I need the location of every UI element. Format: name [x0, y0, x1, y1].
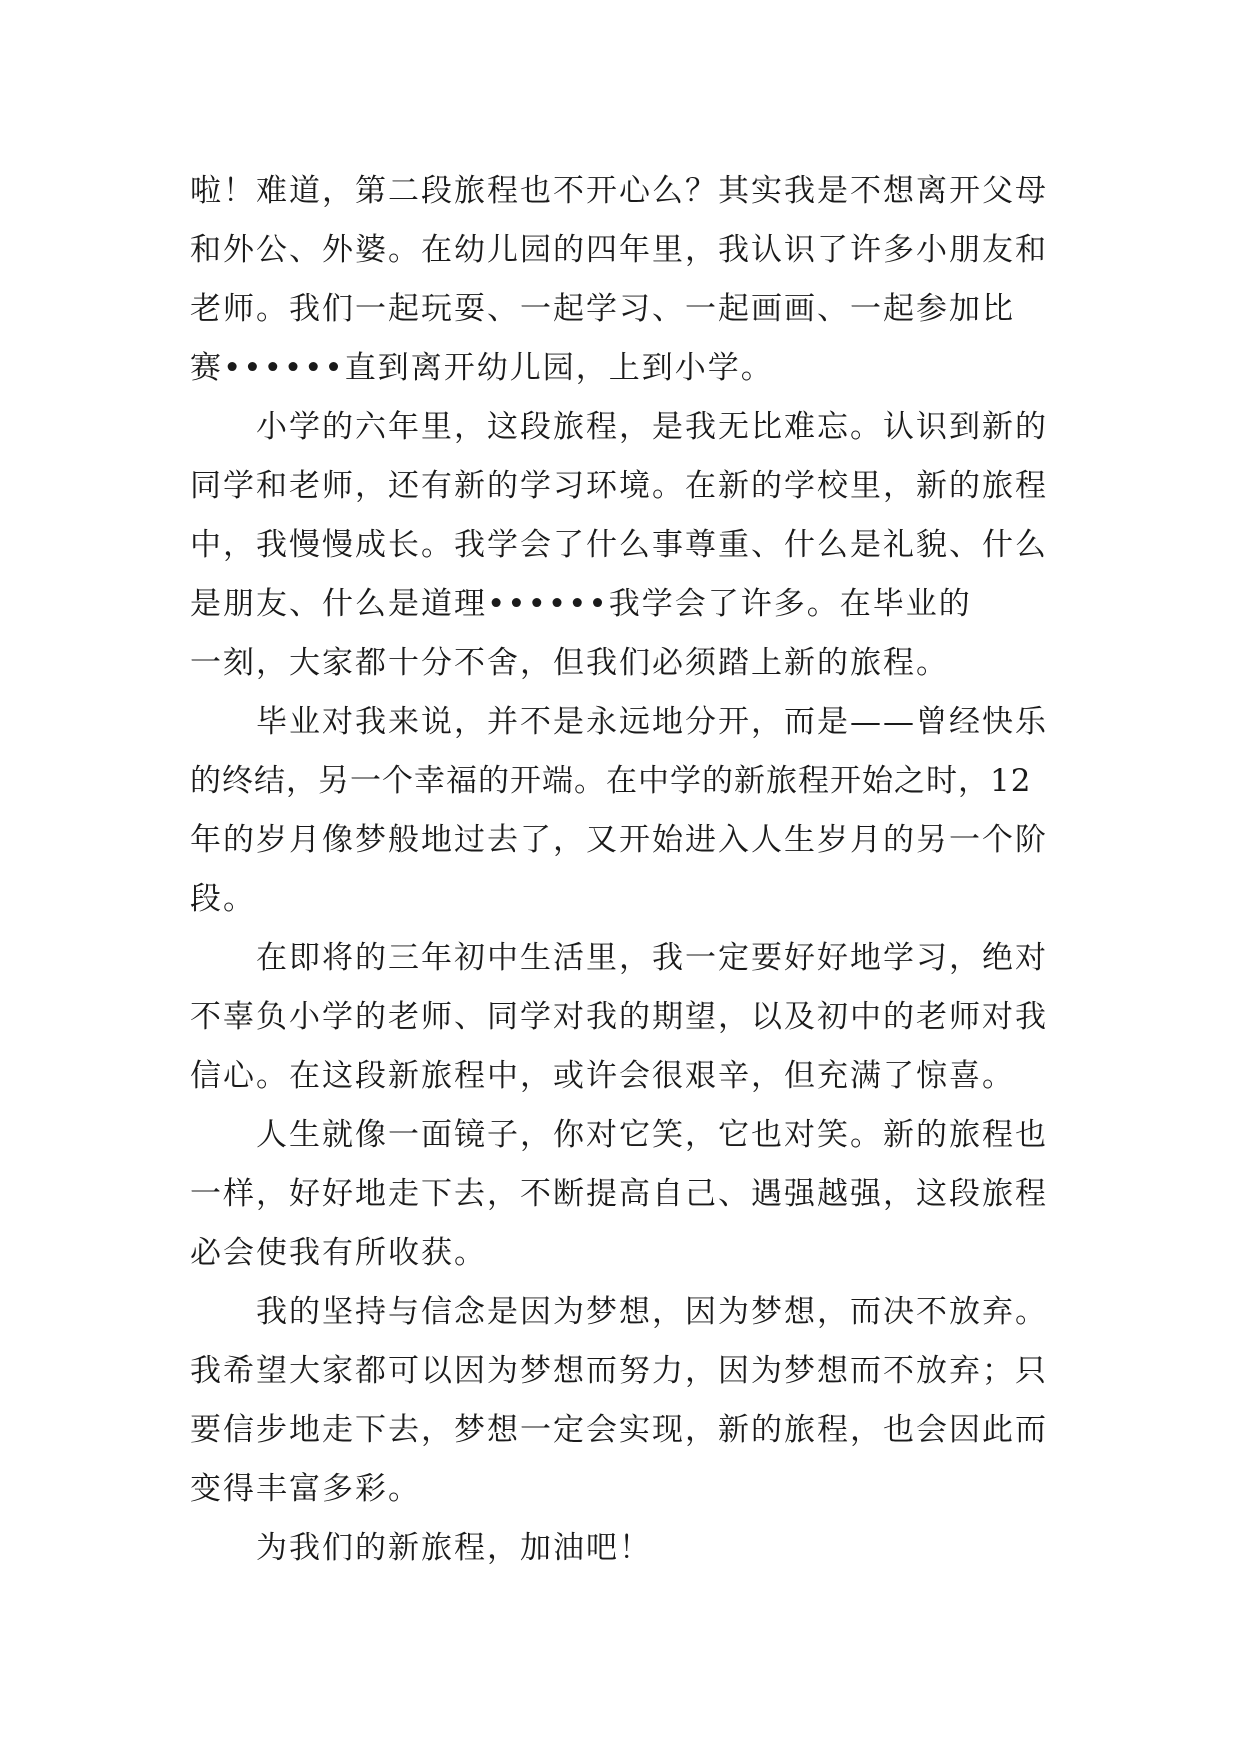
paragraph-first-line: 毕业对我来说，并不是永远地分开，而是——曾经快乐 — [256, 704, 1048, 740]
text-line: 赛••••••直到离开幼儿园，上到小学。 — [190, 350, 774, 386]
text-line: 一样，好好地走下去，不断提高自己、遇强越强，这段旅程 — [190, 1176, 1048, 1212]
text-line: 我希望大家都可以因为梦想而努力，因为梦想而不放弃；只 — [190, 1353, 1048, 1389]
paragraph-first-line: 人生就像一面镜子，你对它笑，它也对笑。新的旅程也 — [256, 1117, 1048, 1153]
text-line: 是朋友、什么是道理••••••我学会了许多。在毕业的 — [190, 586, 972, 622]
text-line: 信心。在这段新旅程中，或许会很艰辛，但充满了惊喜。 — [190, 1058, 1015, 1094]
text-line: 不辜负小学的老师、同学对我的期望，以及初中的老师对我 — [190, 999, 1048, 1035]
text-line: 的终结，另一个幸福的开端。在中学的新旅程开始之时，12 — [190, 763, 1032, 799]
paragraph-first-line: 在即将的三年初中生活里，我一定要好好地学习，绝对 — [256, 940, 1048, 976]
text-line: 变得丰富多彩。 — [190, 1471, 421, 1507]
text-line: 要信步地走下去，梦想一定会实现，新的旅程，也会因此而 — [190, 1412, 1048, 1448]
text-line: 同学和老师，还有新的学习环境。在新的学校里，新的旅程 — [190, 468, 1048, 504]
essay-body — [190, 162, 1070, 1578]
text-line: 老师。我们一起玩耍、一起学习、一起画画、一起参加比 — [190, 291, 1015, 327]
text-line: 一刻，大家都十分不舍，但我们必须踏上新的旅程。 — [190, 645, 949, 681]
closing-line: 为我们的新旅程，加油吧！ — [256, 1530, 652, 1566]
text-line: 年的岁月像梦般地过去了，又开始进入人生岁月的另一个阶 — [190, 822, 1048, 858]
text-line: 中，我慢慢成长。我学会了什么事尊重、什么是礼貌、什么 — [190, 527, 1048, 563]
paragraph-first-line: 我的坚持与信念是因为梦想，因为梦想，而决不放弃。 — [256, 1294, 1048, 1330]
text-line: 必会使我有所收获。 — [190, 1235, 487, 1271]
text-line: 啦！难道，第二段旅程也不开心么？其实我是不想离开父母 — [190, 173, 1048, 209]
text-line: 和外公、外婆。在幼儿园的四年里，我认识了许多小朋友和 — [190, 232, 1048, 268]
text-line: 段。 — [190, 881, 256, 917]
paragraph-first-line: 小学的六年里，这段旅程，是我无比难忘。认识到新的 — [256, 409, 1048, 445]
